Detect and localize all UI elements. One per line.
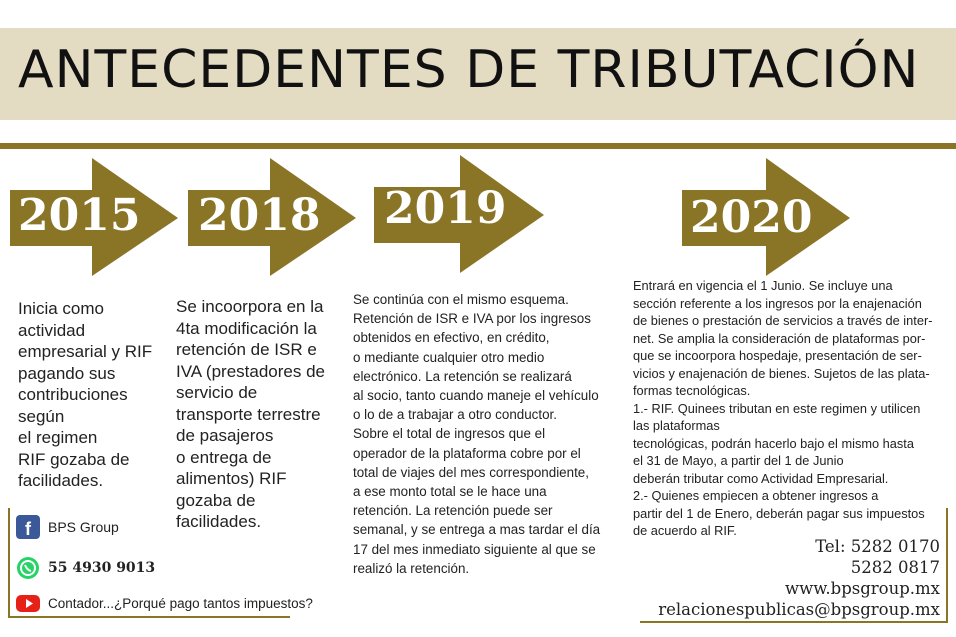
year-label: 2015 — [18, 190, 141, 241]
timeline-text-2019: Se continúa con el mismo esquema. Retención de ISR e IVA por los ingresos obtenidos en efectivo, en crédito, o mediante cualquier otro medio electrónico. La retención se realizará al socio, tanto cuando maneje el vehículo o lo de a trabajar a otro conductor. Sobre el total de ingresos que el operador de la plataforma cobre por el total de viajes del mes correspondiente, a ese monto total se le hace una retención. La retención puede ser semanal, y se entrega a mas tardar el día 17 del mes inmediato siguiente al que se realizó la retención. — [353, 292, 601, 576]
email-link[interactable]: relacionespublicas@bpsgroup.mx — [658, 600, 940, 619]
facebook-icon — [16, 515, 40, 539]
whatsapp-icon — [16, 556, 40, 580]
timeline-text-2015: Inicia como actividad empresarial y RIF pagando sus contribuciones según el regimen RIF gozaba de facilidades. — [18, 299, 153, 490]
whatsapp-link[interactable] — [16, 556, 155, 580]
timeline-text-2018: Se incoorpora en la 4ta modificación la retención de ISR e IVA (prestadores de servicio de transporte terrestre de pasajeros o entrega de alimentos) RIF gozaba de facilidades. — [176, 297, 325, 531]
youtube-link[interactable] — [16, 591, 313, 615]
contact-block — [658, 536, 940, 620]
facebook-link[interactable] — [16, 515, 119, 539]
year-arrow-2019 — [374, 155, 546, 275]
timeline-text-2020: Entrará en vigencia el 1 Junio. Se incluye una sección referente a los ingresos por la enajenación de bienes o prestación de servicios a través de inter- net. Se amplia la consideración de plataformas por- que se incoorpora hospedaje, presentación de ser- vicios y enajenación de bienes. Sujetos de las plata- formas tecnológicas. 1.- RIF. Quinees tributan en este regimen y utilicen las plataformas tecnológicas, podrán hacerlo bajo el mismo hasta el 31 de Mayo, a partir del 1 de Junio deberán tributar como Actividad Empresarial. 2.- Quienes empiecen a obtener ingresos a partir del 1 de Enero, deberán pagar sus impuestos de acuerdo al RIF. — [633, 278, 933, 538]
year-arrow-2015 — [10, 158, 180, 278]
page-title: ANTECEDENTES DE TRIBUTACIÓN — [18, 40, 920, 100]
year-label: 2019 — [384, 183, 507, 234]
svg-text:f: f — [25, 519, 31, 539]
year-label: 2020 — [690, 192, 813, 243]
youtube-icon — [16, 591, 40, 615]
phone-2: 5282 0817 — [850, 558, 940, 577]
website-link[interactable]: www.bpsgroup.mx — [784, 579, 940, 598]
year-arrow-2020 — [682, 158, 852, 278]
phone-1: Tel: 5282 0170 — [815, 537, 940, 556]
youtube-label: Contador...¿Porqué pago tantos impuestos? — [48, 595, 313, 611]
divider-rule — [0, 143, 956, 149]
facebook-label: BPS Group — [48, 519, 119, 535]
year-label: 2018 — [198, 190, 321, 241]
whatsapp-label: 55 4930 9013 — [48, 560, 156, 576]
year-arrow-2018 — [188, 158, 358, 278]
